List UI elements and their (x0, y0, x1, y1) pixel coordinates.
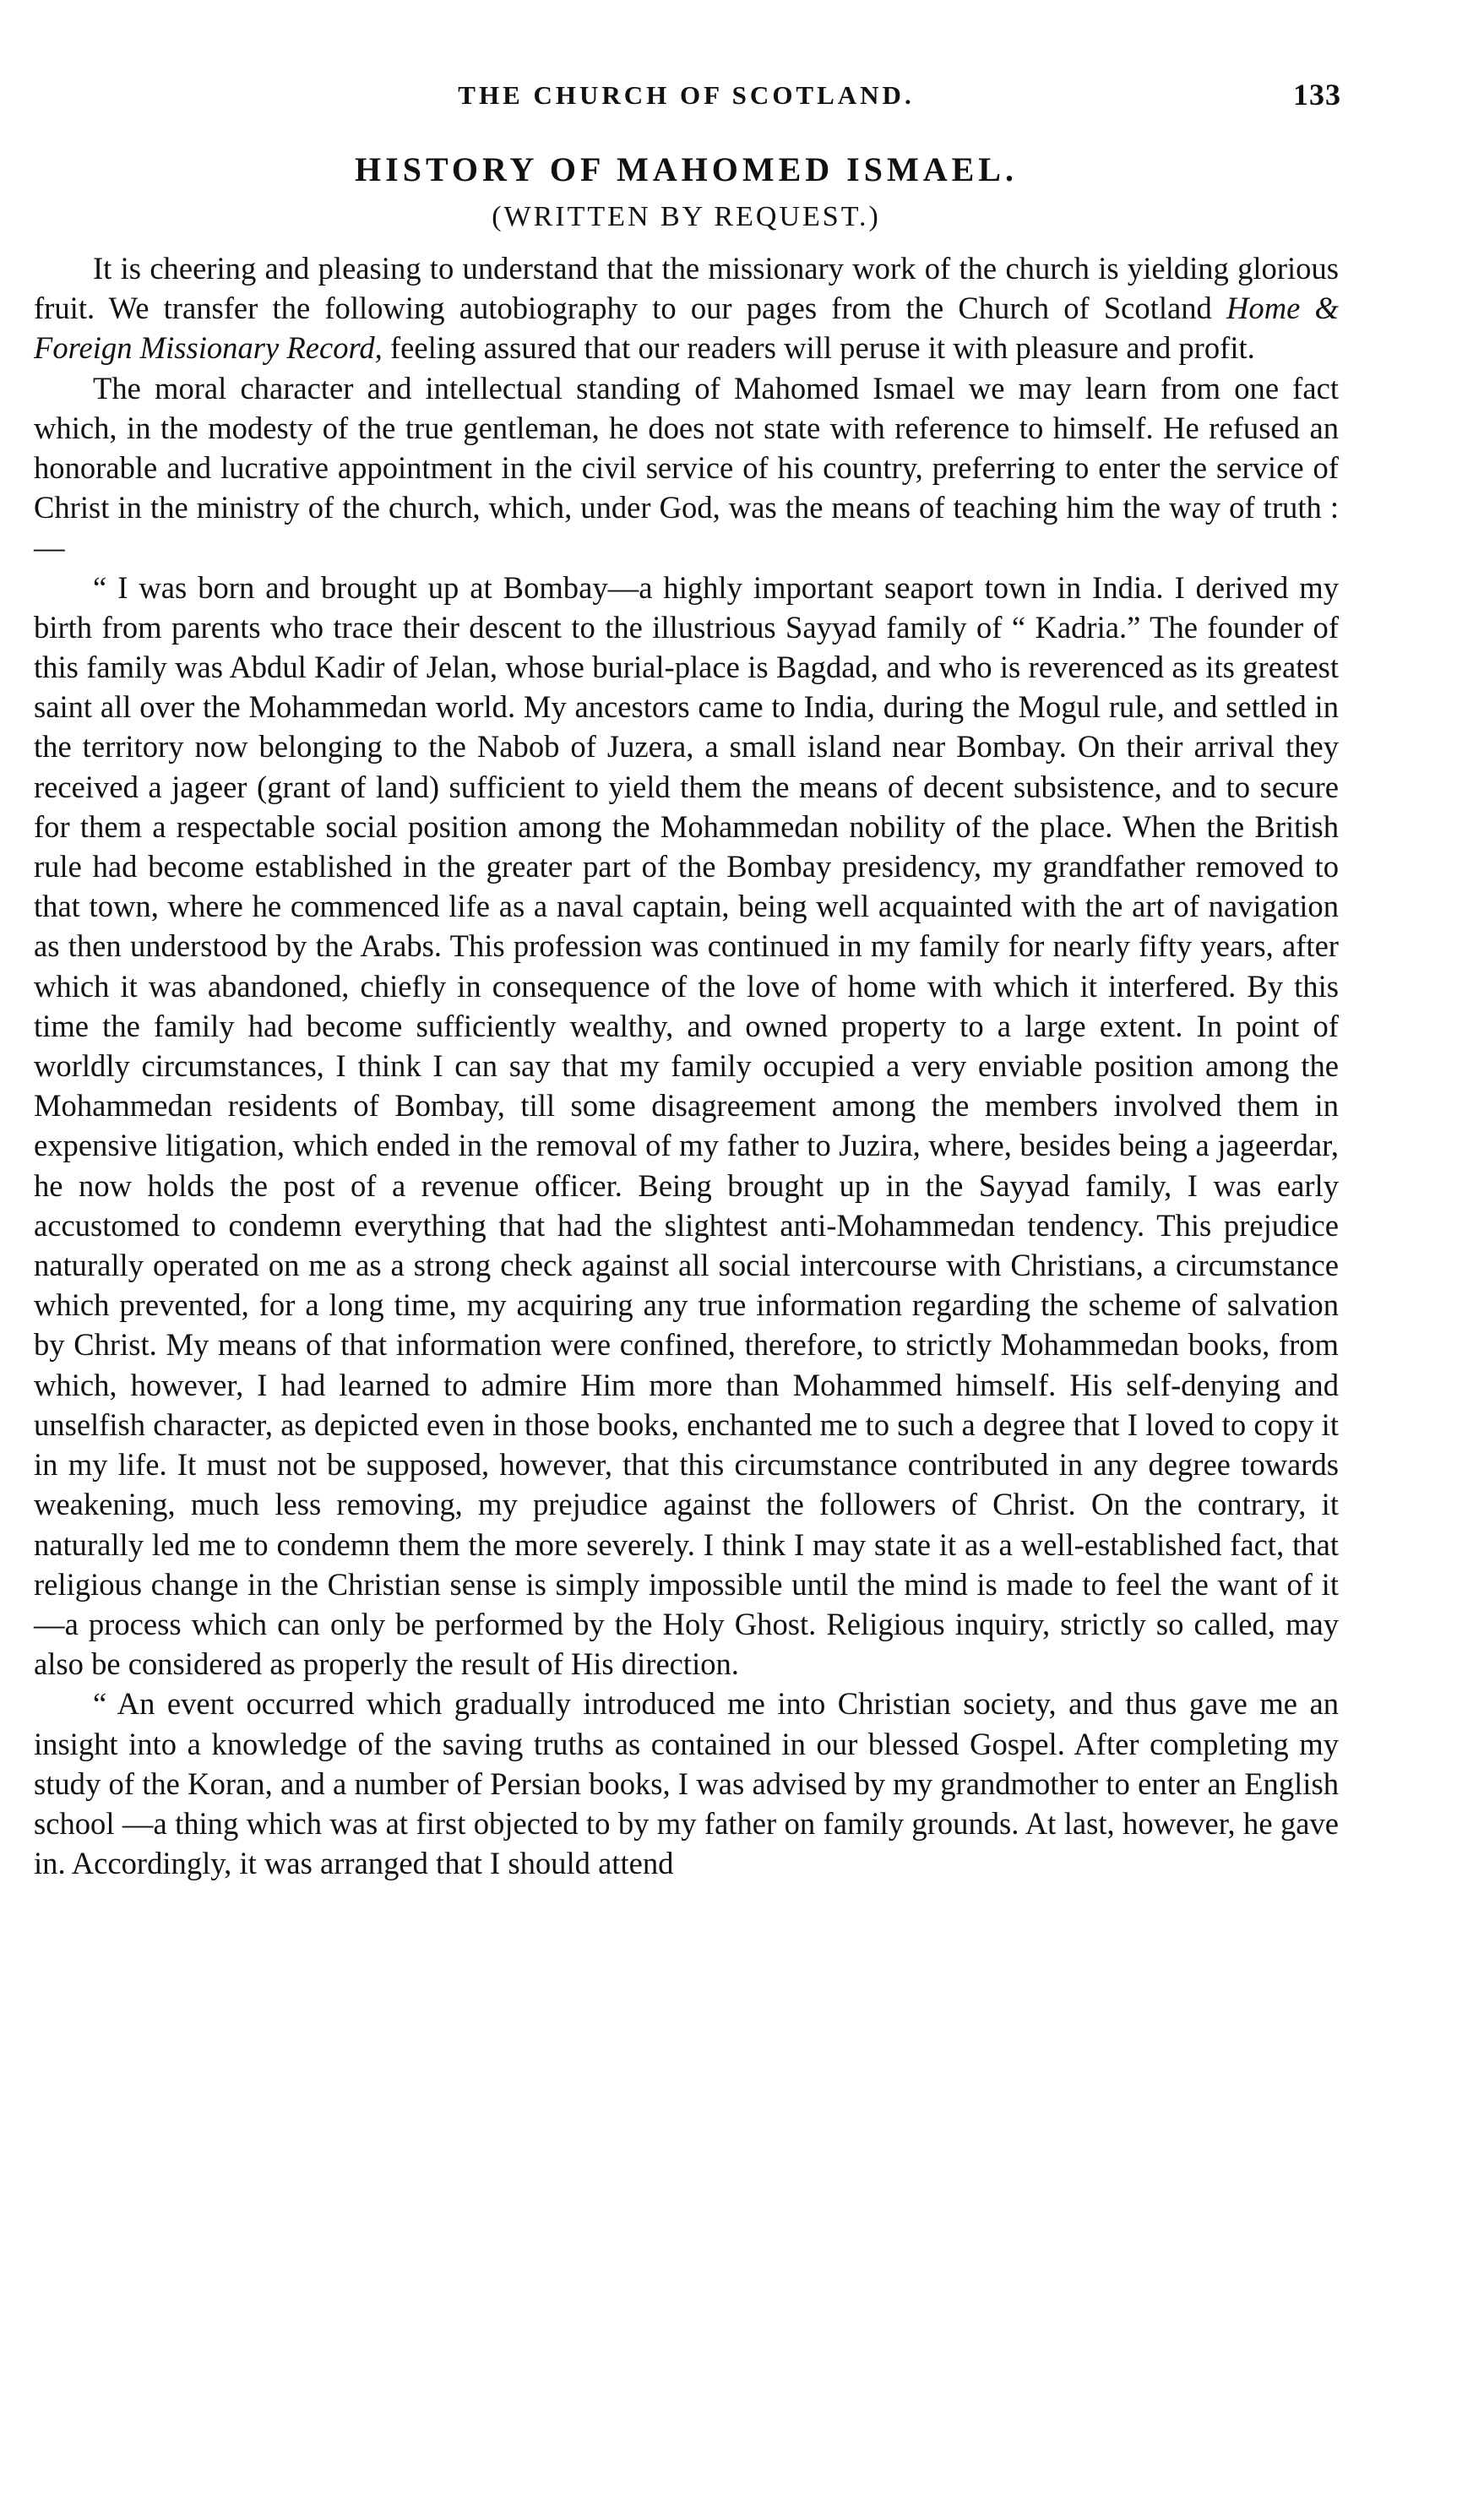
paragraph: The moral character and intellectual standing of Mahomed Ismael we may learn from one fact which, in the modesty of the true gentleman, he does not state with reference to himself. He refused an honorable and lucrative appointment in the civil service of his country, preferring to enter the service of Christ in the ministry of the church, which, under God, was the means of teaching him the way of truth :— (34, 370, 1339, 565)
paragraph: “ I was born and brought up at Bombay—a highly important seaport town in India. I derived my birth from parents who trace their descent to the illustrious Sayyad family of “ Kadria.” The founder of this family was Abdul Kadir of Jelan, whose burial-place is Bagdad, and who is reverenced as its greatest saint all over the Mohammedan world. My ancestors came to India, during the Mogul rule, and settled in the territory now belonging to the Nabob of Juzera, a small island near Bombay. On their arrival they received a jageer (grant of land) sufficient to yield them the means of decent subsistence, and to secure for them a respectable social position among the Mohammedan nobility of the place. When the British rule had become established in the greater part of the Bombay presidency, my grandfather removed to that town, where he commenced life as a naval captain, being well acquainted with the art of navigation as then understood by the Arabs. This profession was continued in my family for nearly fifty years, after which it was abandoned, chiefly in consequence of the love of home with which it interfered. By this time the family had become sufficiently wealthy, and owned property to a large extent. In point of worldly circumstances, I think I can say that my family occupied a very enviable position among the Mohammedan residents of Bombay, till some disagreement among the members involved them in expensive litigation, which ended in the removal of my father to Juzira, where, besides being a jageerdar, he now holds the post of a revenue officer. Being brought up in the Sayyad family, I was early accustomed to condemn everything that had the slightest anti-Mohammedan tendency. This prejudice naturally operated on me as a strong check against all social intercourse with Christians, a circumstance which prevented, for a long time, my acquiring any true information regarding the scheme of salvation by Christ. My means of that information were confined, therefore, to strictly Mohammedan books, from which, however, I had learned to admire Him more than Mohammed himself. His self-denying and unselfish character, as depicted even in those books, enchanted me to such a degree that I loved to copy it in my life. It must not be supposed, however, that this circumstance contributed in any degree towards weakening, much less removing, my prejudice against the followers of Christ. On the contrary, it naturally led me to condemn them the more severely. I think I may state it as a well-established fact, that religious change in the Christian sense is simply impossible until the mind is made to feel the want of it—a process which can only be performed by the Holy Ghost. Religious inquiry, strictly so called, may also be considered as properly the result of His direction. (34, 569, 1339, 1682)
page-number: 133 (1293, 78, 1341, 112)
article-subtitle: (WRITTEN BY REQUEST.) (492, 201, 881, 232)
publication-title: Home & Foreign Missionary Record, (34, 291, 1339, 366)
paragraph: It is cheering and pleasing to understand that the missionary work of the church is yielding glorious fruit. We transfer the following autobiography to our pages from the Church of Scotland Home & Foreign Missionary Record, feeling assured that our readers will peruse it with pleasure and profit. (34, 251, 1339, 366)
running-title: THE CHURCH OF SCOTLAND. (458, 80, 915, 110)
article-title: HISTORY OF MAHOMED ISMAEL. (355, 150, 1018, 188)
article-body (34, 248, 1339, 1883)
running-header (34, 80, 1339, 131)
document-page (34, 80, 1339, 1883)
paragraph: “ An event occurred which gradually introduced me into Christian society, and thus gave me an insight into a knowledge of the saving truths as contained in our blessed Gospel. After completing my study of the Koran, and a number of Persian books, I was advised by my grandmother to enter an English school —a thing which was at first objected to by my father on family grounds. At last, however, he gave in. Accordingly, it was arranged that I should attend (34, 1686, 1339, 1881)
